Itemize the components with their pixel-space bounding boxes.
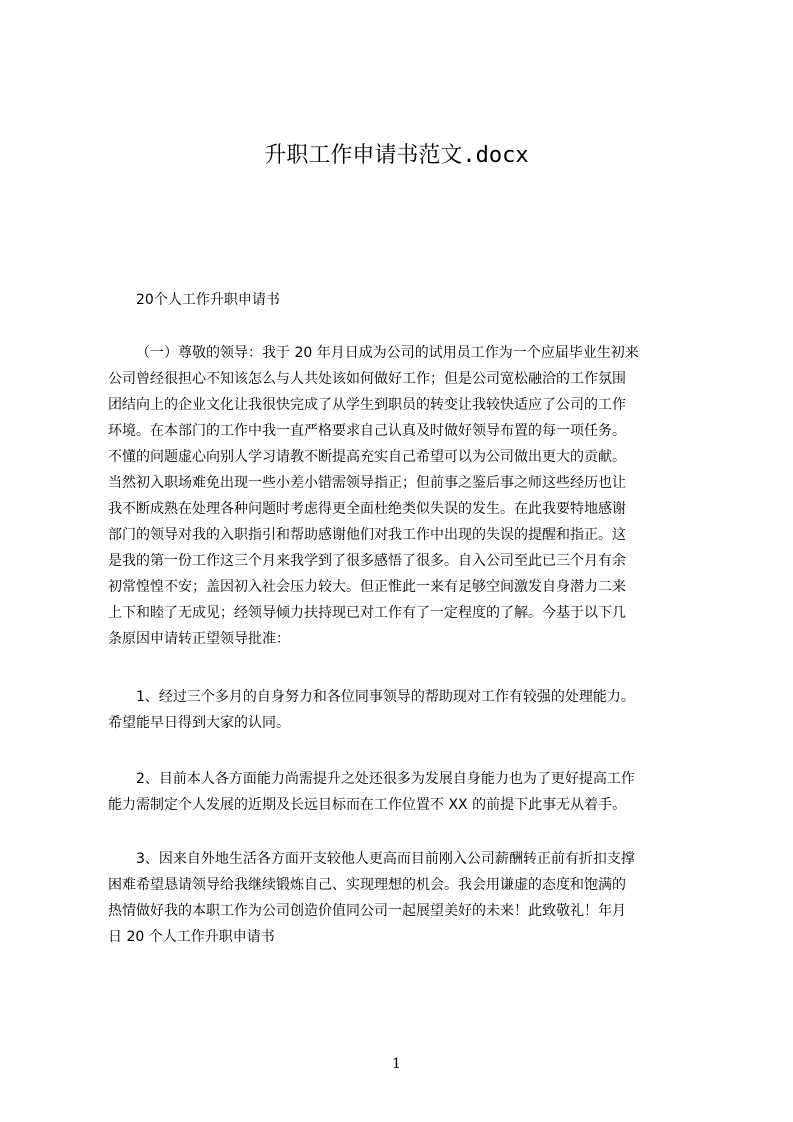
text-line: 不懂的问题虚心向别人学习请教不断提高充实自己希望可以为公司做出更大的贡献。 xyxy=(108,449,626,465)
text-line: 条原因申请转正望领导批准： xyxy=(108,631,290,647)
text-line: 环境。在本部门的工作中我一直严格要求自己认真及时做好领导布置的每一项任务。 xyxy=(108,423,626,439)
text-line: 公司曾经很担心不知该怎么与人共处该如何做好工作；但是公司宽松融洽的工作氛围 xyxy=(108,371,626,387)
text-line: 团结向上的企业文化让我很快完成了从学生到职员的转变让我较快适应了公司的工作 xyxy=(108,397,626,413)
document-title: 升职工作申请书范文.docx xyxy=(264,143,529,168)
page-number: 1 xyxy=(392,1056,401,1072)
text-line: 热情做好我的本职工作为公司创造价值同公司一起展望美好的未来！此致敬礼！年月 xyxy=(108,903,626,919)
text-line: 能力需制定个人发展的近期及长远目标而在工作位置不 XX 的前提下此事无从着手。 xyxy=(108,797,627,813)
paragraph-intro xyxy=(108,340,704,652)
paragraph-reason-1 xyxy=(108,684,704,736)
letter-heading: 20个人工作升职申请书 xyxy=(136,292,280,308)
text-line: 上下和睦了无成见；经领导倾力扶持现已对工作有了一定程度的了解。今基于以下几 xyxy=(108,605,626,621)
text-line: 当然初入职场难免出现一些小差小错需领导指正；但前事之鉴后事之师这些经历也让 xyxy=(108,475,626,491)
text-line: （一）尊敬的领导：我于 20 年月日成为公司的试用员工作为一个应届毕业生初来 xyxy=(136,345,639,361)
text-line: 日 20 个人工作升职申请书 xyxy=(108,929,275,945)
paragraph-reason-2 xyxy=(108,766,704,818)
text-line: 2、目前本人各方面能力尚需提升之处还很多为发展自身能力也为了更好提高工作 xyxy=(136,771,635,787)
text-line: 我不断成熟在处理各种问题时考虑得更全面杜绝类似失误的发生。在此我要特地感谢 xyxy=(108,501,626,517)
text-line: 1、经过三个多月的自身努力和各位同事领导的帮助现对工作有较强的处理能力。 xyxy=(136,689,635,705)
text-line: 初常惶惶不安；盖因初入社会压力较大。但正惟此一来有足够空间激发自身潜力二来 xyxy=(108,579,626,595)
text-line: 部门的领导对我的入职指引和帮助感谢他们对我工作中出现的失误的提醒和指正。这 xyxy=(108,527,626,543)
text-line: 3、因来自外地生活各方面开支较他人更高而目前刚入公司薪酬转正前有折扣支撑 xyxy=(136,851,635,867)
text-line: 是我的第一份工作这三个月来我学到了很多感悟了很多。自入公司至此已三个月有余 xyxy=(108,553,626,569)
text-line: 希望能早日得到大家的认同。 xyxy=(108,715,290,731)
text-line: 困难希望恳请领导给我继续锻炼自己、实现理想的机会。我会用谦虚的态度和饱满的 xyxy=(108,877,626,893)
paragraph-reason-3 xyxy=(108,846,704,950)
